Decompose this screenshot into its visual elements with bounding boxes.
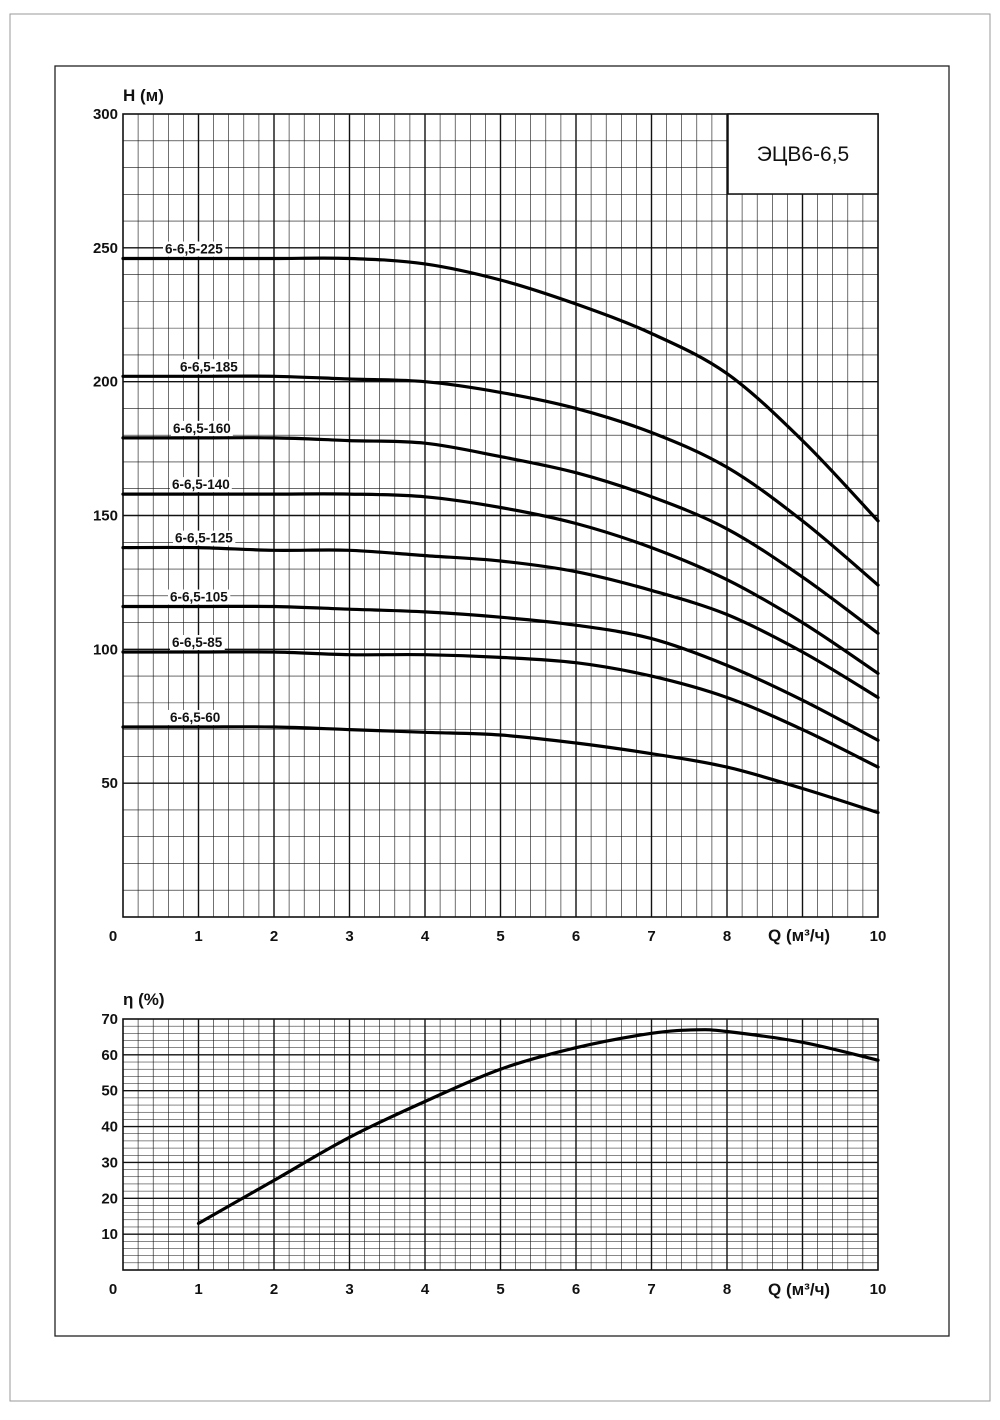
head-x-tick: 5 [496, 928, 505, 945]
efficiency-x-tick: 3 [345, 1281, 354, 1298]
efficiency-x-tick: 0 [108, 1281, 118, 1298]
efficiency-x-tick: 10 [869, 1281, 887, 1298]
head-x-tick: 3 [345, 928, 354, 945]
efficiency-x-tick: 8 [722, 1281, 732, 1298]
head-x-tick: 10 [869, 928, 887, 945]
efficiency-y-tick: 50 [101, 1082, 118, 1100]
efficiency-y-tick: 60 [101, 1046, 118, 1064]
head-x-tick: 6 [571, 928, 581, 945]
efficiency-y-axis-title: η (%) [123, 990, 165, 1009]
curve-label-6-6,5-140: 6-6,5-140 [172, 477, 230, 493]
chart-title: ЭЦВ6-6,5 [756, 143, 850, 166]
head-y-axis-title: H (м) [123, 86, 164, 105]
curve-label-6-6,5-225: 6-6,5-225 [165, 241, 223, 257]
curve-label-6-6,5-105: 6-6,5-105 [170, 589, 228, 605]
curve-label-6-6,5-85: 6-6,5-85 [172, 635, 223, 651]
head-y-tick: 100 [92, 641, 118, 659]
head-y-tick: 300 [92, 106, 118, 123]
head-x-tick: 8 [722, 928, 732, 945]
head-y-tick: 150 [92, 507, 118, 525]
efficiency-x-tick: 7 [647, 1281, 656, 1298]
curve-label-6-6,5-60: 6-6,5-60 [170, 709, 221, 725]
head-x-tick: 1 [194, 928, 203, 945]
head-x-tick: 7 [647, 928, 656, 945]
head-x-tick: 4 [420, 928, 430, 945]
efficiency-x-tick: 2 [269, 1281, 279, 1298]
efficiency-y-tick: 20 [101, 1190, 118, 1208]
efficiency-tick-labels [101, 1011, 886, 1298]
curve-label-6-6,5-125: 6-6,5-125 [175, 530, 233, 546]
efficiency-y-tick: 10 [101, 1226, 118, 1244]
head-chart-grid [123, 114, 878, 917]
efficiency-x-tick: 4 [420, 1281, 430, 1298]
efficiency-chart-grid [123, 1019, 878, 1270]
efficiency-x-tick: 1 [194, 1281, 203, 1298]
head-y-tick: 200 [92, 373, 118, 391]
head-y-tick: 250 [92, 239, 118, 257]
head-y-tick: 50 [101, 775, 118, 793]
efficiency-y-tick: 30 [101, 1154, 118, 1172]
head-x-tick: 0 [108, 928, 118, 945]
head-x-tick: 2 [269, 928, 279, 945]
efficiency-x-tick: 6 [571, 1281, 581, 1298]
curve-label-6-6,5-160: 6-6,5-160 [173, 420, 231, 436]
head-x-axis-title: Q (м³/ч) [768, 926, 831, 945]
efficiency-y-tick: 70 [101, 1011, 118, 1028]
head-tick-labels [93, 106, 886, 945]
efficiency-y-tick: 40 [101, 1118, 118, 1136]
efficiency-x-axis-title: Q (м³/ч) [768, 1280, 831, 1299]
curve-label-6-6,5-185: 6-6,5-185 [180, 359, 238, 375]
efficiency-x-tick: 5 [496, 1281, 505, 1298]
